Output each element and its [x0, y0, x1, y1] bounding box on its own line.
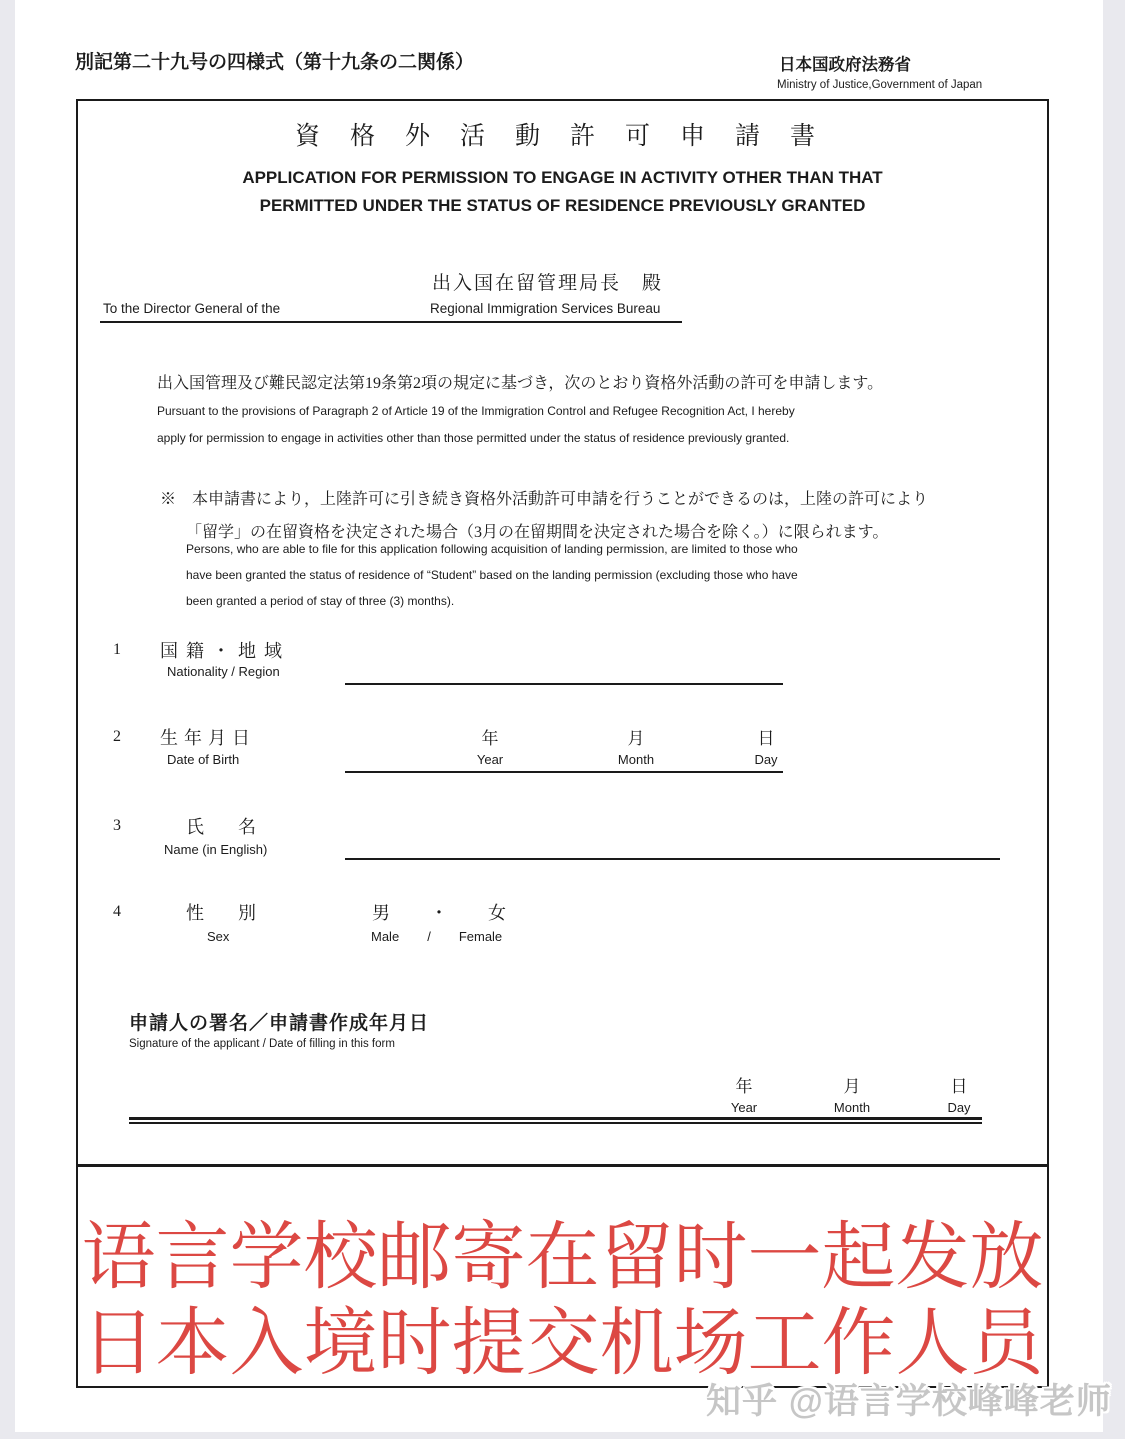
- signature-heading-en: Signature of the applicant / Date of filling in this form: [129, 1038, 395, 1050]
- signature-year-en: Year: [730, 1100, 758, 1115]
- field3-number: 3: [113, 817, 121, 834]
- field2-label-ja: 生年月日: [160, 728, 256, 748]
- declaration-en-line2: apply for permission to engage in activities other than those permitted under the status of residence previously granted.: [157, 431, 790, 445]
- field1-label-ja: 国籍・地域: [160, 641, 290, 661]
- dob-day-en: Day: [754, 752, 778, 767]
- signature-day-ja: 日: [950, 1077, 968, 1096]
- addressee-en-left: To the Director General of the: [103, 301, 281, 316]
- field4-label-ja: 性別: [186, 903, 290, 923]
- field3-label-en: Name (in English): [164, 842, 268, 857]
- note-en-line1: Persons, who are able to file for this application following acquisition of landing permission, are limited to those who: [186, 542, 798, 556]
- zhihu-watermark: 知乎 @语言学校峰峰老师: [706, 1382, 1112, 1421]
- note-ja-line2: 「留学」の在留資格を決定された場合（3月の在留期間を決定された場合を除く。）に限られます。: [186, 524, 889, 541]
- dob-year-column: [455, 724, 525, 767]
- field4-number: 4: [113, 903, 121, 920]
- dob-month-ja: 月: [627, 729, 645, 748]
- viewer-gutter-right: [1103, 0, 1125, 1439]
- ministry-name-en: Ministry of Justice,Government of Japan: [777, 79, 983, 91]
- nationality-fill-line: [345, 683, 783, 685]
- ministry-name-ja: 日本国政府法務省: [779, 55, 911, 74]
- field2-label-en: Date of Birth: [167, 752, 240, 767]
- dob-day-column: [731, 724, 801, 767]
- note-en-line3: been granted a period of stay of three (3) months).: [186, 594, 455, 608]
- section-divider-line: [76, 1164, 1049, 1167]
- note-en-line2: have been granted the status of residence of “Student” based on the landing permission (excluding those who have: [186, 568, 798, 582]
- declaration-ja: 出入国管理及び難民認定法第19条第2項の規定に基づき，次のとおり資格外活動の許可を申請します。: [157, 375, 884, 392]
- signature-day-en: Day: [947, 1100, 971, 1115]
- sex-male-en: Male: [371, 929, 400, 944]
- declaration-en-line1: Pursuant to the provisions of Paragraph 2 of Article 19 of the Immigration Control and Refugee Recognition Act, I hereby: [157, 404, 795, 418]
- addressee-en-right: Regional Immigration Services Bureau: [430, 301, 661, 316]
- sex-male-ja: 男: [372, 903, 390, 923]
- form-title-en-line1: APPLICATION FOR PERMISSION TO ENGAGE IN ACTIVITY OTHER THAN THAT: [242, 168, 883, 187]
- signature-day-column: [927, 1072, 991, 1115]
- sex-separator-en: /: [427, 929, 431, 944]
- signature-double-line: [129, 1117, 982, 1124]
- dob-year-en: Year: [476, 752, 504, 767]
- name-fill-line: [345, 858, 1000, 860]
- note-ja-line1: ※ 本申請書により，上陸許可に引き続き資格外活動許可申請を行うことができるのは，上陸の許可により: [160, 491, 929, 508]
- viewer-gutter-left: [0, 0, 15, 1439]
- field1-label-en: Nationality / Region: [167, 664, 280, 679]
- field4-label-en: Sex: [207, 929, 230, 944]
- signature-month-en: Month: [833, 1100, 871, 1115]
- signature-year-ja: 年: [735, 1077, 753, 1096]
- form-code-label: 別記第二十九号の四様式（第十九条の二関係）: [75, 52, 475, 73]
- sex-options-ja: [372, 899, 506, 925]
- addressee-fill-line: [100, 321, 682, 323]
- signature-year-column: [712, 1072, 776, 1115]
- form-title-ja: 資格外活動許可申請書: [294, 123, 845, 150]
- field1-number: 1: [113, 641, 121, 658]
- signature-heading-ja: 申請人の署名／申請書作成年月日: [129, 1013, 430, 1034]
- field2-number: 2: [113, 728, 121, 745]
- sex-separator-ja: ・: [430, 903, 448, 923]
- annotation-red-line2: 日本入境时提交机场工作人员: [81, 1301, 1044, 1384]
- signature-month-column: [820, 1072, 884, 1115]
- signature-month-ja: 月: [843, 1077, 861, 1096]
- dob-year-ja: 年: [481, 729, 499, 748]
- dob-day-ja: 日: [757, 729, 775, 748]
- form-title-en-line2: PERMITTED UNDER THE STATUS OF RESIDENCE PREVIOUSLY GRANTED: [259, 196, 866, 215]
- addressee-ja: 出入国在留管理局長 殿: [432, 273, 664, 294]
- sex-female-ja: 女: [488, 903, 506, 923]
- dob-month-column: [601, 724, 671, 767]
- annotation-red-line1: 语言学校邮寄在留时一起发放: [81, 1215, 1044, 1298]
- dob-fill-line: [345, 771, 783, 773]
- field3-label-ja: 氏名: [186, 817, 290, 837]
- sex-options-en: [371, 929, 502, 944]
- dob-month-en: Month: [617, 752, 655, 767]
- sex-female-en: Female: [458, 929, 503, 944]
- viewer-gutter-bottom: [0, 1432, 1125, 1439]
